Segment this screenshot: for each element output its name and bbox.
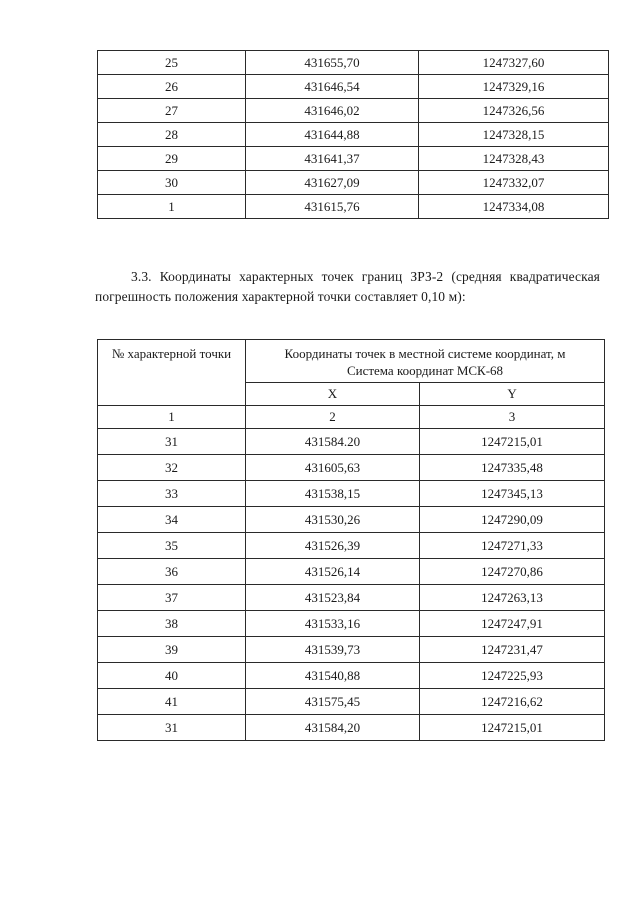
point-number-cell: 31 <box>98 429 246 455</box>
x-coordinate-cell: 431530,26 <box>246 507 420 533</box>
y-coordinate-cell: 1247332,07 <box>419 171 609 195</box>
table-row <box>98 637 605 663</box>
y-coordinate-cell: 1247326,56 <box>419 99 609 123</box>
point-number-cell: 41 <box>98 689 246 715</box>
x-coordinate-cell: 431584,20 <box>246 715 420 741</box>
y-coordinate-cell: 1247329,16 <box>419 75 609 99</box>
table-row <box>98 481 605 507</box>
header-x: X <box>246 383 420 406</box>
y-coordinate-cell: 1247216,62 <box>420 689 605 715</box>
point-number-cell: 37 <box>98 585 246 611</box>
point-number-cell: 31 <box>98 715 246 741</box>
table-row <box>98 663 605 689</box>
x-coordinate-cell: 431641,37 <box>246 147 419 171</box>
header-coordinate-system-name: Система координат МСК-68 <box>346 363 504 378</box>
y-coordinate-cell: 1247328,15 <box>419 123 609 147</box>
point-number-cell: 33 <box>98 481 246 507</box>
x-coordinate-cell: 431540,88 <box>246 663 420 689</box>
header-index-2: 2 <box>246 406 420 429</box>
point-number-cell: 34 <box>98 507 246 533</box>
header-row <box>98 340 605 383</box>
table-row <box>98 533 605 559</box>
point-number-cell: 39 <box>98 637 246 663</box>
point-number-cell: 27 <box>98 99 246 123</box>
point-number-cell: 38 <box>98 611 246 637</box>
y-coordinate-cell: 1247231,47 <box>420 637 605 663</box>
point-number-cell: 36 <box>98 559 246 585</box>
point-number-cell: 35 <box>98 533 246 559</box>
table-row <box>98 455 605 481</box>
point-number-cell: 29 <box>98 147 246 171</box>
x-coordinate-cell: 431615,76 <box>246 195 419 219</box>
header-point-number: № характерной точки <box>98 340 246 406</box>
table-row <box>98 559 605 585</box>
table-row <box>98 429 605 455</box>
y-coordinate-cell: 1247247,91 <box>420 611 605 637</box>
x-coordinate-cell: 431539,73 <box>246 637 420 663</box>
point-number-cell: 28 <box>98 123 246 147</box>
point-number-cell: 25 <box>98 51 246 75</box>
y-coordinate-cell: 1247335,48 <box>420 455 605 481</box>
x-coordinate-cell: 431627,09 <box>246 171 419 195</box>
x-coordinate-cell: 431605,63 <box>246 455 420 481</box>
top-table-body <box>98 51 609 219</box>
x-coordinate-cell: 431526,39 <box>246 533 420 559</box>
table-row <box>98 585 605 611</box>
x-coordinate-cell: 431646,02 <box>246 99 419 123</box>
table-row <box>98 195 609 219</box>
y-coordinate-cell: 1247270,86 <box>420 559 605 585</box>
table-row <box>98 51 609 75</box>
x-coordinate-cell: 431538,15 <box>246 481 420 507</box>
x-coordinate-cell: 431533,16 <box>246 611 420 637</box>
zrz2-coordinates-table <box>97 339 605 741</box>
section-paragraph <box>95 267 600 307</box>
section-text: Координаты характерных точек границ ЗРЗ-2 (средняя квадратическая погрешность положения характерной точки составляет 0,10 м): <box>95 269 600 304</box>
x-coordinate-cell: 431523,84 <box>246 585 420 611</box>
x-coordinate-cell: 431644,88 <box>246 123 419 147</box>
x-coordinate-cell: 431655,70 <box>246 51 419 75</box>
x-coordinate-cell: 431575,45 <box>246 689 420 715</box>
header-index-row <box>98 406 605 429</box>
y-coordinate-cell: 1247263,13 <box>420 585 605 611</box>
header-coordinates-system: Координаты точек в местной системе координат, м <box>284 346 566 361</box>
y-coordinate-cell: 1247327,60 <box>419 51 609 75</box>
header-y: Y <box>420 383 605 406</box>
header-index-3: 3 <box>420 406 605 429</box>
y-coordinate-cell: 1247345,13 <box>420 481 605 507</box>
x-coordinate-cell: 431526,14 <box>246 559 420 585</box>
y-coordinate-cell: 1247215,01 <box>420 429 605 455</box>
table-row <box>98 75 609 99</box>
point-number-cell: 26 <box>98 75 246 99</box>
table-row <box>98 715 605 741</box>
x-coordinate-cell: 431584.20 <box>246 429 420 455</box>
y-coordinate-cell: 1247271,33 <box>420 533 605 559</box>
table-row <box>98 689 605 715</box>
table-row <box>98 611 605 637</box>
table-row <box>98 507 605 533</box>
x-coordinate-cell: 431646,54 <box>246 75 419 99</box>
point-number-cell: 1 <box>98 195 246 219</box>
top-coordinates-table <box>97 50 609 219</box>
point-number-cell: 40 <box>98 663 246 689</box>
header-index-1: 1 <box>98 406 246 429</box>
point-number-cell: 32 <box>98 455 246 481</box>
y-coordinate-cell: 1247328,43 <box>419 147 609 171</box>
table-row <box>98 99 609 123</box>
table-header <box>98 340 605 429</box>
table-row <box>98 171 609 195</box>
main-table-body <box>98 429 605 741</box>
header-coordinates <box>246 340 605 383</box>
y-coordinate-cell: 1247225,93 <box>420 663 605 689</box>
y-coordinate-cell: 1247334,08 <box>419 195 609 219</box>
table-row <box>98 147 609 171</box>
point-number-cell: 30 <box>98 171 246 195</box>
section-number: 3.3. <box>131 269 152 284</box>
y-coordinate-cell: 1247215,01 <box>420 715 605 741</box>
table-row <box>98 123 609 147</box>
y-coordinate-cell: 1247290,09 <box>420 507 605 533</box>
